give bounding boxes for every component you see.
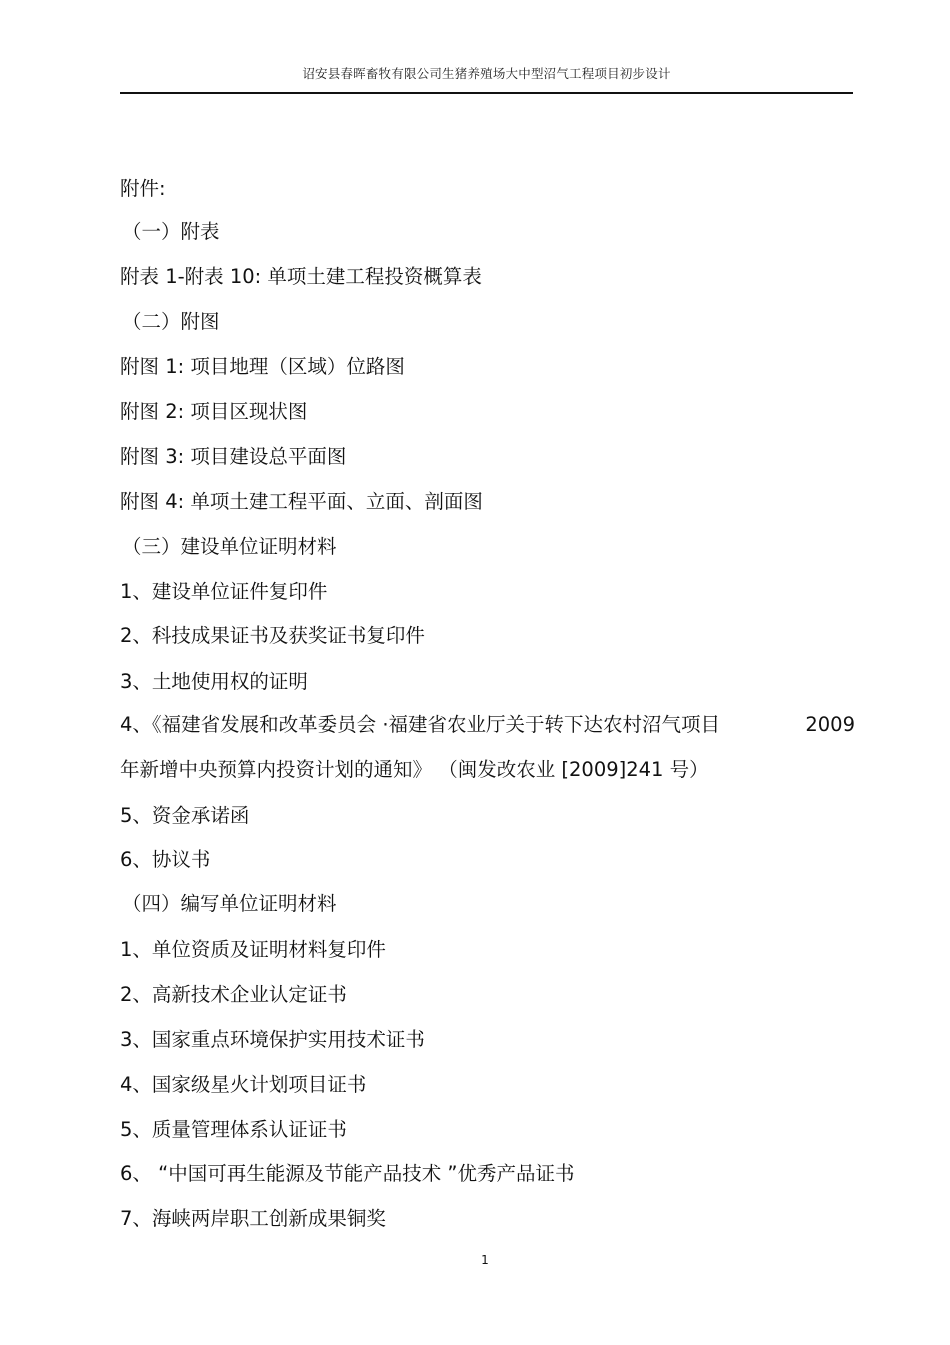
list-item: 附图 2: 项目区现状图 (120, 400, 308, 423)
page-number: 1 (481, 1253, 489, 1267)
list-item: 6、协议书 (120, 848, 211, 871)
document-header-title: 诏安县春晖畜牧有限公司生猪养殖场大中型沼气工程项目初步设计 (302, 66, 671, 81)
list-item: 7、海峡两岸职工创新成果铜奖 (120, 1207, 386, 1230)
list-item: 5、资金承诺函 (120, 804, 250, 827)
attachments-heading: 附件: (120, 177, 166, 200)
list-item: 4、国家级星火计划项目证书 (120, 1073, 367, 1096)
notice-line2-text: 年新增中央预算内投资计划的通知》 （闽发改农业 [2009]241 号） (120, 758, 709, 781)
list-item: 2、科技成果证书及获奖证书复印件 (120, 624, 425, 647)
list-item-notice (120, 712, 855, 738)
list-item: 3、国家重点环境保护实用技术证书 (120, 1028, 425, 1051)
list-item: 1、建设单位证件复印件 (120, 580, 328, 603)
list-item: 附图 4: 单项土建工程平面、立面、剖面图 (120, 490, 483, 513)
section-title-tables: （一）附表 (122, 220, 220, 243)
list-item: 附表 1-附表 10: 单项土建工程投资概算表 (120, 265, 482, 288)
notice-line1-text: 4、《福建省发展和改革委员会 ·福建省农业厅关于转下达农村沼气项目 (120, 713, 721, 736)
section-title-author-docs: （四）编写单位证明材料 (122, 892, 337, 915)
notice-line1-year: 2009 (805, 713, 855, 736)
list-item: 3、土地使用权的证明 (120, 670, 308, 693)
list-item: 附图 1: 项目地理（区域）位路图 (120, 355, 405, 378)
list-item: 1、单位资质及证明材料复印件 (120, 938, 386, 961)
list-item: 附图 3: 项目建设总平面图 (120, 445, 347, 468)
section-title-builder-docs: （三）建设单位证明材料 (122, 535, 337, 558)
list-item: 2、高新技术企业认定证书 (120, 983, 347, 1006)
section-title-figures: （二）附图 (122, 310, 220, 333)
list-item: 6、 “中国可再生能源及节能产品技术 ”优秀产品证书 (120, 1162, 575, 1185)
list-item: 5、质量管理体系认证证书 (120, 1118, 347, 1141)
header-divider (120, 92, 853, 94)
